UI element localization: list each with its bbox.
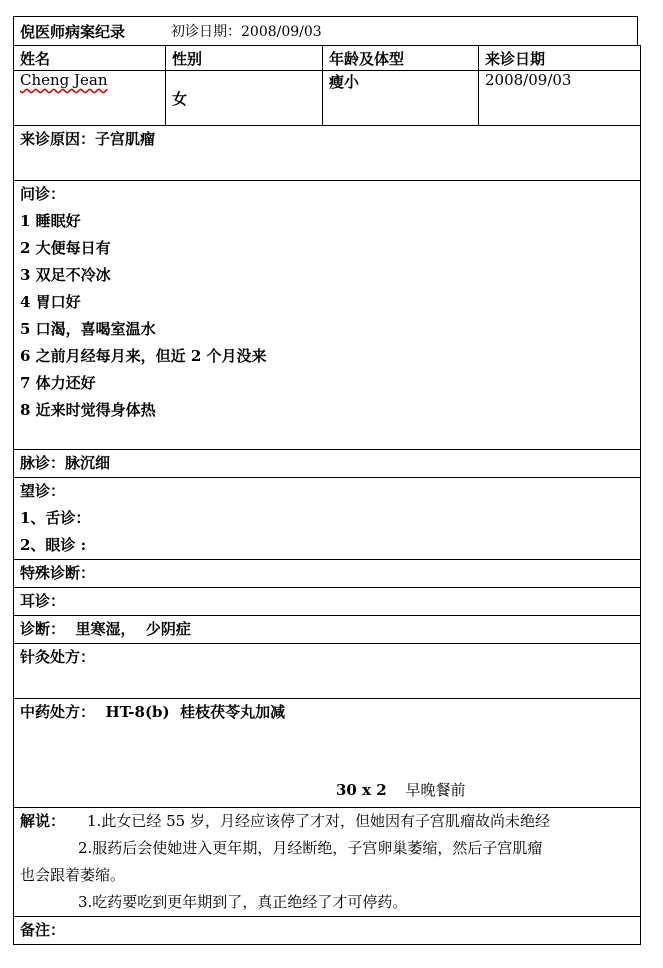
pulse-diagnosis: 脉诊：脉沉细 bbox=[20, 454, 111, 472]
explanation-point-3: 3.吃药要吃到更年期到了，真正绝经了才可停药。 bbox=[78, 893, 408, 911]
inquiry-label: 问诊： bbox=[20, 185, 66, 203]
inquiry-item: 2 大便每日有 bbox=[20, 239, 111, 257]
ear-row bbox=[14, 588, 641, 616]
visit-reason: 来诊原因：子宫肌瘤 bbox=[20, 130, 156, 148]
herbal-timing: 早晚餐前 bbox=[405, 781, 466, 799]
medical-record-sheet bbox=[13, 16, 638, 945]
special-diagnosis: 特殊诊断： bbox=[20, 564, 96, 582]
diagnosis-row bbox=[14, 616, 641, 644]
col-visit-date-header: 来诊日期 bbox=[479, 46, 641, 71]
col-gender-header: 性别 bbox=[166, 46, 323, 71]
diagnosis: 诊断： 里寒湿， 少阴症 bbox=[20, 620, 191, 638]
record-table bbox=[13, 45, 641, 945]
ear-diagnosis: 耳诊： bbox=[20, 592, 66, 610]
inquiry-item: 5 口渴，喜喝室温水 bbox=[20, 320, 156, 338]
explanation-point-2-cont: 也会跟着萎缩。 bbox=[20, 866, 126, 884]
explanation-label: 解说： bbox=[20, 812, 66, 830]
pulse-row bbox=[14, 450, 641, 478]
explanation-row bbox=[14, 808, 641, 917]
inquiry-item: 1 睡眠好 bbox=[20, 212, 81, 230]
herbal-prescription: 中药处方： HT-8(b) 桂枝茯苓丸加减 bbox=[20, 703, 286, 721]
patient-age-build: 瘦小 bbox=[329, 73, 360, 91]
inquiry-item: 6 之前月经每月来，但近 2 个月没来 bbox=[20, 347, 267, 365]
inquiry-row bbox=[14, 181, 641, 450]
column-header-row bbox=[14, 46, 641, 71]
inspection-label: 望诊： bbox=[20, 482, 66, 500]
explanation-point-1: 1.此女已经 55 岁，月经应该停了才对，但她因有子宫肌瘤故尚未绝经 bbox=[87, 812, 550, 830]
patient-visit-date: 2008/09/03 bbox=[485, 71, 572, 89]
patient-name: Cheng Jean bbox=[20, 71, 108, 89]
special-row bbox=[14, 560, 641, 588]
col-age-header: 年龄及体型 bbox=[323, 46, 479, 71]
herbal-row bbox=[14, 699, 641, 808]
acupuncture-row bbox=[14, 644, 641, 699]
inquiry-item: 7 体力还好 bbox=[20, 374, 96, 392]
first-visit-date: 初诊日期：2008/09/03 bbox=[171, 24, 322, 40]
eye-diagnosis: 2、眼诊 : bbox=[20, 536, 87, 554]
remarks-row bbox=[14, 917, 641, 945]
explanation-point-2: 2.服药后会使她进入更年期，月经断绝，子宫卵巢萎缩，然后子宫肌瘤 bbox=[78, 839, 543, 857]
inquiry-item: 8 近来时觉得身体热 bbox=[20, 401, 156, 419]
tongue-diagnosis: 1、舌诊： bbox=[20, 509, 91, 527]
acupuncture-prescription: 针灸处方： bbox=[20, 648, 96, 666]
remarks: 备注： bbox=[20, 921, 66, 939]
inquiry-item: 3 双足不冷冰 bbox=[20, 266, 111, 284]
col-name-header: 姓名 bbox=[14, 46, 166, 71]
record-title: 倪医师病案纪录 bbox=[20, 22, 126, 41]
inspection-row bbox=[14, 478, 641, 560]
patient-gender: 女 bbox=[172, 89, 188, 108]
record-header bbox=[13, 16, 638, 45]
herbal-dose: 30 x 2 bbox=[336, 781, 387, 799]
patient-info-row bbox=[14, 71, 641, 126]
reason-row bbox=[14, 126, 641, 181]
inquiry-item: 4 胃口好 bbox=[20, 293, 81, 311]
